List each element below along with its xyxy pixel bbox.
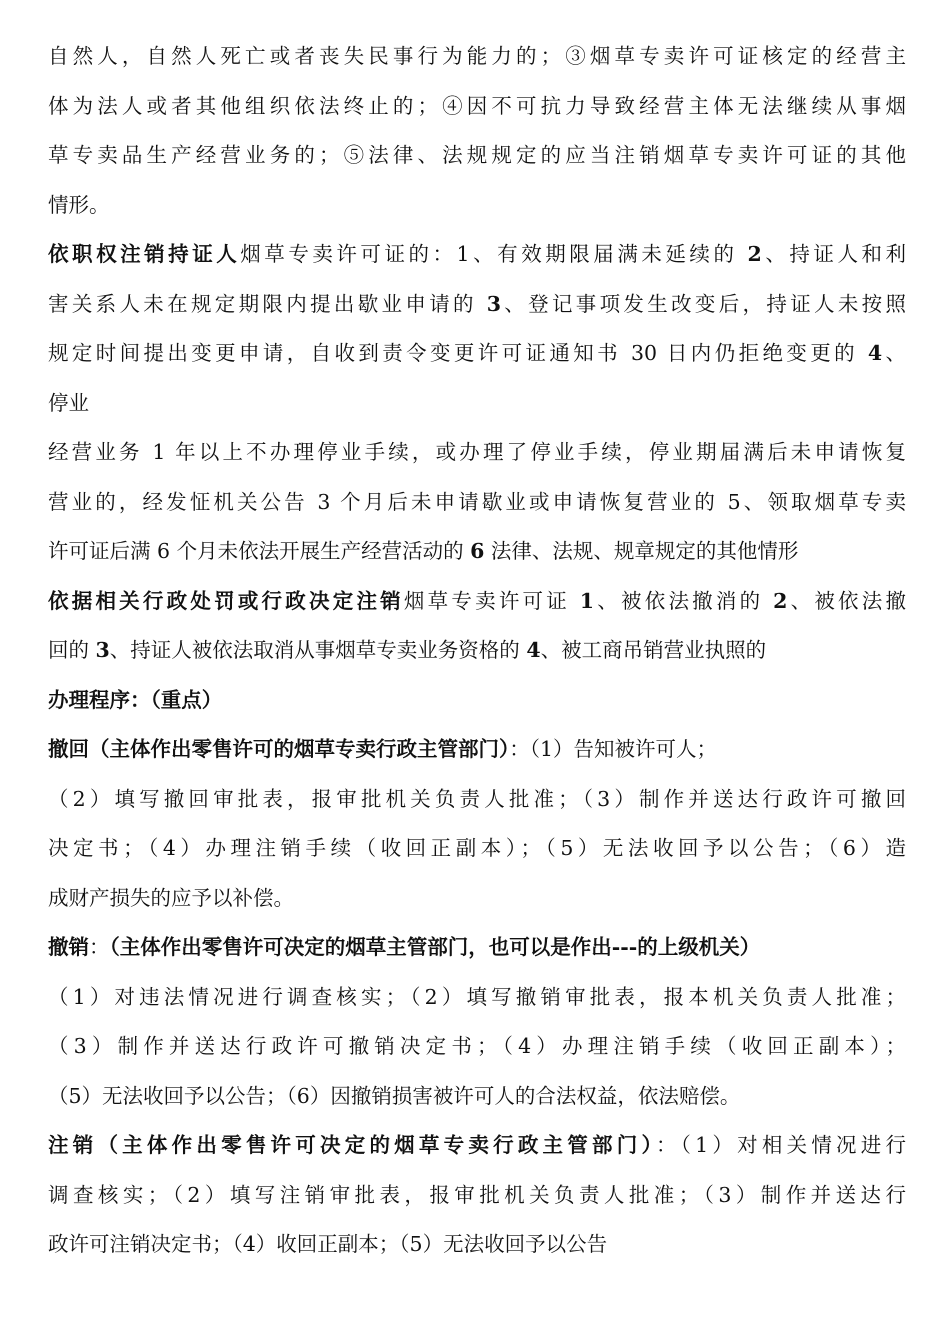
body-text: 、被工商吊销营业执照的: [540, 638, 767, 662]
body-text: 草专卖品生产经营业务的；⑤法律、法规规定的应当注销烟草专卖许可证的其他: [48, 143, 906, 167]
body-text: 情形。: [48, 192, 110, 217]
text-line: [48, 82, 906, 132]
text-line: [48, 1022, 906, 1072]
text-line: [48, 676, 906, 726]
bold-text: 6: [470, 539, 485, 563]
body-text: 、登记事项发生改变后，持证人未按照: [500, 291, 907, 316]
text-line: [48, 1121, 906, 1171]
text-line: [48, 824, 906, 874]
bold-text: 注销（主体作出零售许可决定的烟草专卖行政主管部门）: [48, 1133, 656, 1157]
text-line: [48, 1220, 906, 1270]
bold-text: 1: [579, 588, 595, 613]
text-line: [48, 329, 906, 379]
bold-text: 4: [526, 638, 541, 662]
body-text: 、被依法撤: [787, 588, 906, 613]
document-page: [48, 32, 906, 1270]
body-text: 法律、法规、规章规定的其他情形: [484, 539, 799, 563]
body-text: （3）制作并送达行政许可撤销决定书；（4）办理注销手续（收回正副本）；: [48, 1034, 906, 1058]
bold-text: 依据相关行政处罚或行政决定注销: [48, 588, 404, 613]
text-line: [48, 379, 906, 429]
body-text: 回的: [48, 638, 96, 662]
body-text: （2）填写撤回审批表，报审批机关负责人批准；（3）制作并送达行政许可撤回: [48, 786, 906, 811]
text-line: [48, 230, 906, 280]
body-text: ：: [89, 935, 110, 959]
text-line: [48, 1171, 906, 1221]
body-text: （1）对违法情况进行调查核实；（2）填写撤销审批表，报本机关负责人批准；: [48, 984, 906, 1009]
body-text: 决定书；（4）办理注销手续（收回正副本）；（5）无法收回予以公告；（6）造: [48, 836, 906, 860]
text-line: [48, 626, 906, 676]
text-line: [48, 428, 906, 478]
text-line: [48, 775, 906, 825]
bold-text: 撤销: [48, 935, 89, 959]
body-text: 经营业务 1 年以上不办理停业手续，或办理了停业手续，停业期届满后未申请恢复: [48, 440, 906, 464]
body-text: 自然人，自然人死亡或者丧失民事行为能力的；③烟草专卖许可证核定的经营主: [48, 44, 906, 68]
body-text: 许可证后满 6 个月未依法开展生产经营活动的: [48, 539, 471, 563]
body-text: 规定时间提出变更申请，自收到责令变更许可证通知书 30 日内仍拒绝变更的: [48, 341, 868, 365]
text-line: [48, 973, 906, 1023]
bold-text: 3: [486, 291, 501, 316]
text-line: [48, 1072, 906, 1122]
body-text: 营业的，经发怔机关公告 3 个月后未申请歇业或申请恢复营业的 5、领取烟草专卖: [48, 489, 906, 514]
bold-text: 4: [867, 341, 883, 365]
bold-text: 依职权注销持证人: [48, 242, 241, 266]
bold-text: 2: [747, 242, 762, 266]
body-text: 害关系人未在规定期限内提出歇业申请的: [48, 291, 487, 316]
bold-text: （主体作出零售许可决定的烟草主管部门，也可以是作出---的上级机关）: [109, 935, 761, 959]
text-line: [48, 181, 906, 231]
body-text: 、被依法撤消的: [594, 588, 774, 613]
text-line: [48, 725, 906, 775]
text-line: [48, 923, 906, 973]
bold-text: 2: [773, 588, 788, 613]
text-line: [48, 32, 906, 82]
text-line: [48, 527, 906, 577]
text-line: [48, 478, 906, 528]
body-text: 停业: [48, 390, 89, 415]
body-text: （5）无法收回予以公告；（6）因撤销损害被许可人的合法权益，依法赔偿。: [48, 1083, 741, 1108]
bold-text: 3: [95, 638, 110, 662]
text-line: [48, 131, 906, 181]
text-line: [48, 874, 906, 924]
body-text: 烟草专卖许可证: [403, 588, 580, 613]
body-text: 、: [882, 341, 907, 365]
body-text: 调查核实；（2）填写注销审批表，报审批机关负责人批准；（3）制作并送达行: [48, 1182, 906, 1207]
body-text: 政许可注销决定书；（4）收回正副本；（5）无法收回予以公告: [48, 1232, 608, 1256]
body-text: ：（1）告知被许可人；: [509, 737, 718, 761]
body-text: 体为法人或者其他组织依法终止的；④因不可抗力导致经营主体无法继续从事烟: [48, 93, 906, 118]
body-text: ：（1）对相关情况进行: [655, 1133, 907, 1157]
bold-text: 办理程序：（重点）: [48, 687, 223, 712]
text-line: [48, 577, 906, 627]
body-text: 、持证人被依法取消从事烟草专卖业务资格的: [109, 638, 527, 662]
body-text: 烟草专卖许可证的：1、有效期限届满未延续的: [240, 242, 748, 266]
body-text: 、持证人和利: [761, 242, 907, 266]
body-text: 成财产损失的应予以补偿。: [48, 885, 294, 910]
bold-text: 撤回（主体作出零售许可的烟草专卖行政主管部门）: [48, 737, 510, 761]
text-line: [48, 280, 906, 330]
